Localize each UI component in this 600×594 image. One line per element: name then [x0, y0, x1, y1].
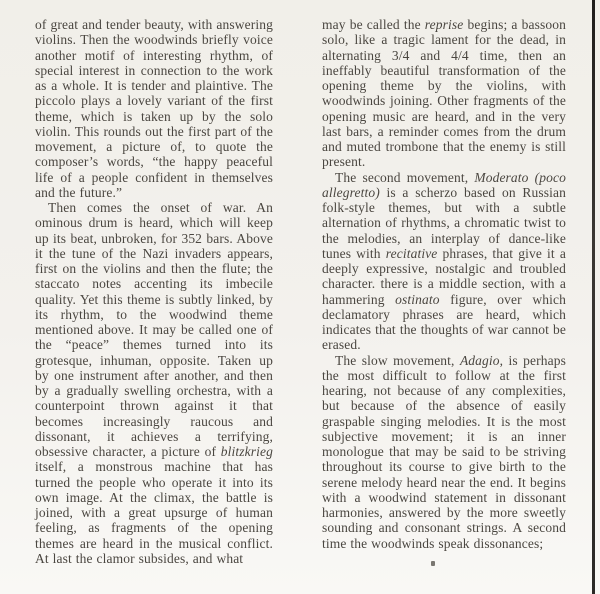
- text-segment: phrases, that give it a deeply expressive, nostalgic and troubled character. there is a middle section, with a hammering: [322, 245, 566, 307]
- right-column: [322, 17, 566, 566]
- text-segment: , is perhaps the most difficult to follow at the first hearing, not because of any complexities, but because of the absence of easily graspable singing melodies. It is the most subjective movement; it is an inner monologue that may be said to be striving throughout its course to give birth to the serene melody heard near the end. It begins with a woodwind statement in dissonant harmonies, answered by the more sweetly sounding and consonant strings. A second time the woodwinds speak dissonances;: [322, 352, 566, 551]
- paragraph: [35, 200, 273, 566]
- italic-text-segment: Adagio: [459, 352, 500, 368]
- text-segment: of great and tender beauty, with answering violins. Then the woodwinds briefly voice another motif of interesting rhythm, of special interest in connection to the work as a whole. It is tender and plaintive. The piccolo plays a lovely variant of the first theme, which is taken up by the solo violin. This rounds out the first part of the movement, a picture of, to quote the composer’s words, “the happy peaceful life of a people confident in themselves and the future.”: [35, 17, 273, 200]
- text-segment: begins; a bassoon solo, like a tragic lament for the dead, in alternating 3/4 and 4/4 time, then an ineffably beautiful transformation of the opening theme by the violins, with woodwinds joining. Other fragments of the opening music are heard, and in the very last bars, a reminder comes from the drum and muted trombone that the enemy is still present.: [322, 17, 566, 170]
- italic-text-segment: blitzkrieg: [220, 444, 273, 459]
- paragraph: [322, 17, 566, 170]
- text-segment: itself, a monstrous machine that has turned the people who operate it into its own image. At the climax, the battle is joined, with a great upsurge of human feeling, as fragments of the opening themes are heard in the musical conflict. At last the clamor subsides, and what: [35, 459, 273, 566]
- paragraph: [322, 353, 566, 551]
- paragraph: [35, 17, 273, 200]
- text-block: [35, 17, 566, 566]
- paragraph: [322, 170, 566, 353]
- text-segment: The second movement,: [335, 169, 475, 185]
- text-segment: may be called the: [322, 17, 425, 32]
- text-segment: is a scherzo based on Russian folk-style themes, but with a subtle alternation of rhythms, a chromatic twist to the melodies, an interplay of dance-like tunes with: [322, 184, 566, 261]
- italic-text-segment: reprise: [424, 17, 464, 32]
- italic-text-segment: ostinato: [395, 291, 440, 307]
- page-scan-edge-line: [592, 0, 595, 594]
- scan-artifact-speck: [431, 561, 435, 566]
- text-segment: Then comes the onset of war. An ominous drum is heard, which will keep up its beat, unbroken, for 352 bars. Above it the tune of the Nazi invaders appears, first on the violins and then the flute; the staccato notes accenting its imbecile quality. Yet this theme is subtly linked, by its rhythm, to the woodwind theme mentioned above. It may be called one of the “peace” themes turned into its grotesque, inhuman, opposite. Taken up by one instrument after another, and then by a gradually swelling orchestra, with a counterpoint thrown against it that becomes increasingly raucous and dissonant, it achieves a terrifying, obsessive character, a picture of: [35, 200, 273, 459]
- text-segment: The slow movement,: [335, 352, 460, 368]
- italic-text-segment: Moderato (poco allegretto): [322, 169, 566, 200]
- text-segment: figure, over which declamatory phrases are heard, which indicates that the thoughts of war cannot be erased.: [322, 291, 566, 353]
- left-column: [35, 17, 273, 566]
- italic-text-segment: recitative: [385, 245, 438, 261]
